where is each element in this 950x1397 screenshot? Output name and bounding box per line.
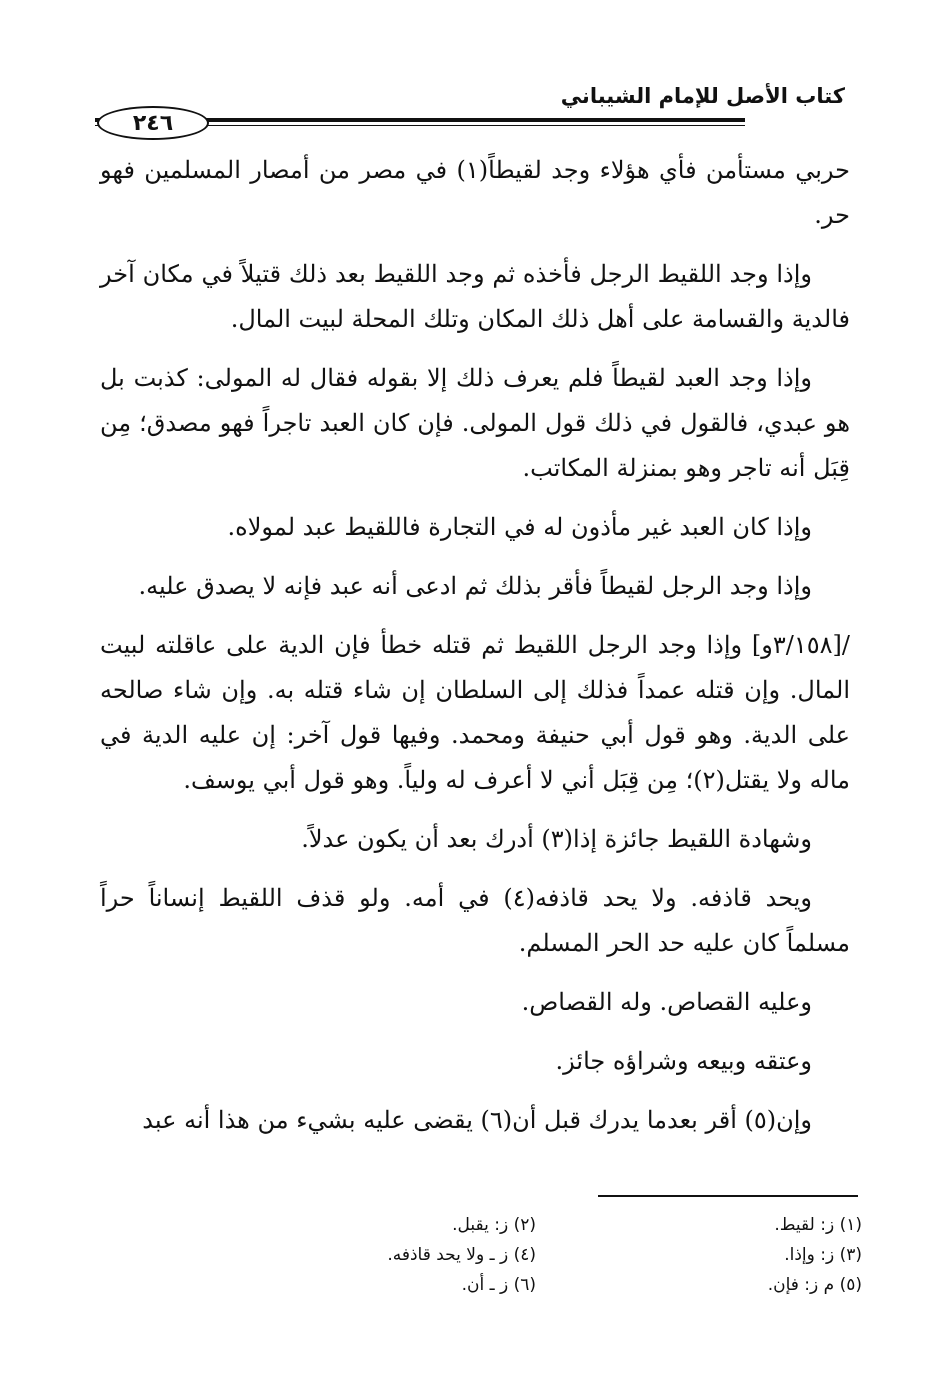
footnotes: [230, 1210, 862, 1300]
paragraph: وإن(٥) أقر بعدما يدرك قبل أن(٦) يقضى عليه بشيء من هذا أنه عبد: [142, 1106, 812, 1134]
page-number-ornament: [207, 121, 227, 122]
paragraph: وإذا وجد اللقيط الرجل فأخذه ثم وجد اللقيط بعد ذلك قتيلاً في مكان آخر فالدية والقسامة على أهل ذلك المكان وتلك المحلة لبيت المال.: [100, 260, 850, 333]
footnote: (٣) ز: وإذا.: [784, 1245, 862, 1265]
paragraph: وإذا كان العبد غير مأذون له في التجارة فاللقيط عبد لمولاه.: [227, 513, 812, 541]
running-header: [95, 78, 855, 138]
footnote: (٢) ز: يقبل.: [452, 1215, 536, 1235]
paragraph: وعليه القصاص. وله القصاص.: [521, 988, 812, 1016]
paragraph: /[٣/١٥٨و] وإذا وجد الرجل اللقيط ثم قتله خطأ فإن الدية على عاقلته لبيت المال. وإن قتله عمداً فذلك إلى السلطان إن شاء قتله به. وإن شاء صالحه على الدية. وهو قول أبي حنيفة ومحمد. وفيها قول آخر: إن عليه الدية في ماله ولا يقتل(٢)؛ مِن قِبَل أني لا أعرف له ولياً. وهو قول أبي يوسف.: [100, 631, 850, 794]
paragraph: وعتقه وبيعه وشراؤه جائز.: [555, 1047, 812, 1075]
paragraph: وشهادة اللقيط جائزة إذا(٣) أدرك بعد أن يكون عدلاً.: [301, 825, 812, 853]
footnote: (٤) ز ـ ولا يحد قاذفه.: [387, 1245, 536, 1265]
footnote-separator: [598, 1195, 858, 1197]
main-text: [100, 148, 850, 1157]
footnote: (٦) ز ـ أن.: [461, 1275, 536, 1295]
paragraph: وإذا وجد العبد لقيطاً فلم يعرف ذلك إلا بقوله فقال له المولى: كذبت بل هو عبدي، فالقول في ذلك قول المولى. فإن كان العبد تاجراً فهو مصدق؛ مِن قِبَل أنه تاجر وهو بمنزلة المكاتب.: [100, 364, 850, 482]
paragraph: ويحد قاذفه. ولا يحد قاذفه(٤) في أمه. ولو قذف اللقيط إنساناً حراً مسلماً كان عليه حد الحر المسلم.: [100, 884, 850, 957]
footnote: (٥) م ز: فإن.: [767, 1275, 862, 1295]
book-title: كتاب الأصل للإمام الشيباني: [560, 84, 845, 108]
footnote: (١) ز: لقيط.: [774, 1215, 862, 1235]
paragraph: حربي مستأمن فأي هؤلاء وجد لقيطاً(١) في مصر من أمصار المسلمين فهو حر.: [100, 156, 851, 229]
paragraph: وإذا وجد الرجل لقيطاً فأقر بذلك ثم ادعى أنه عبد فإنه لا يصدق عليه.: [138, 572, 812, 600]
page-number: ٢٤٦: [97, 106, 209, 140]
